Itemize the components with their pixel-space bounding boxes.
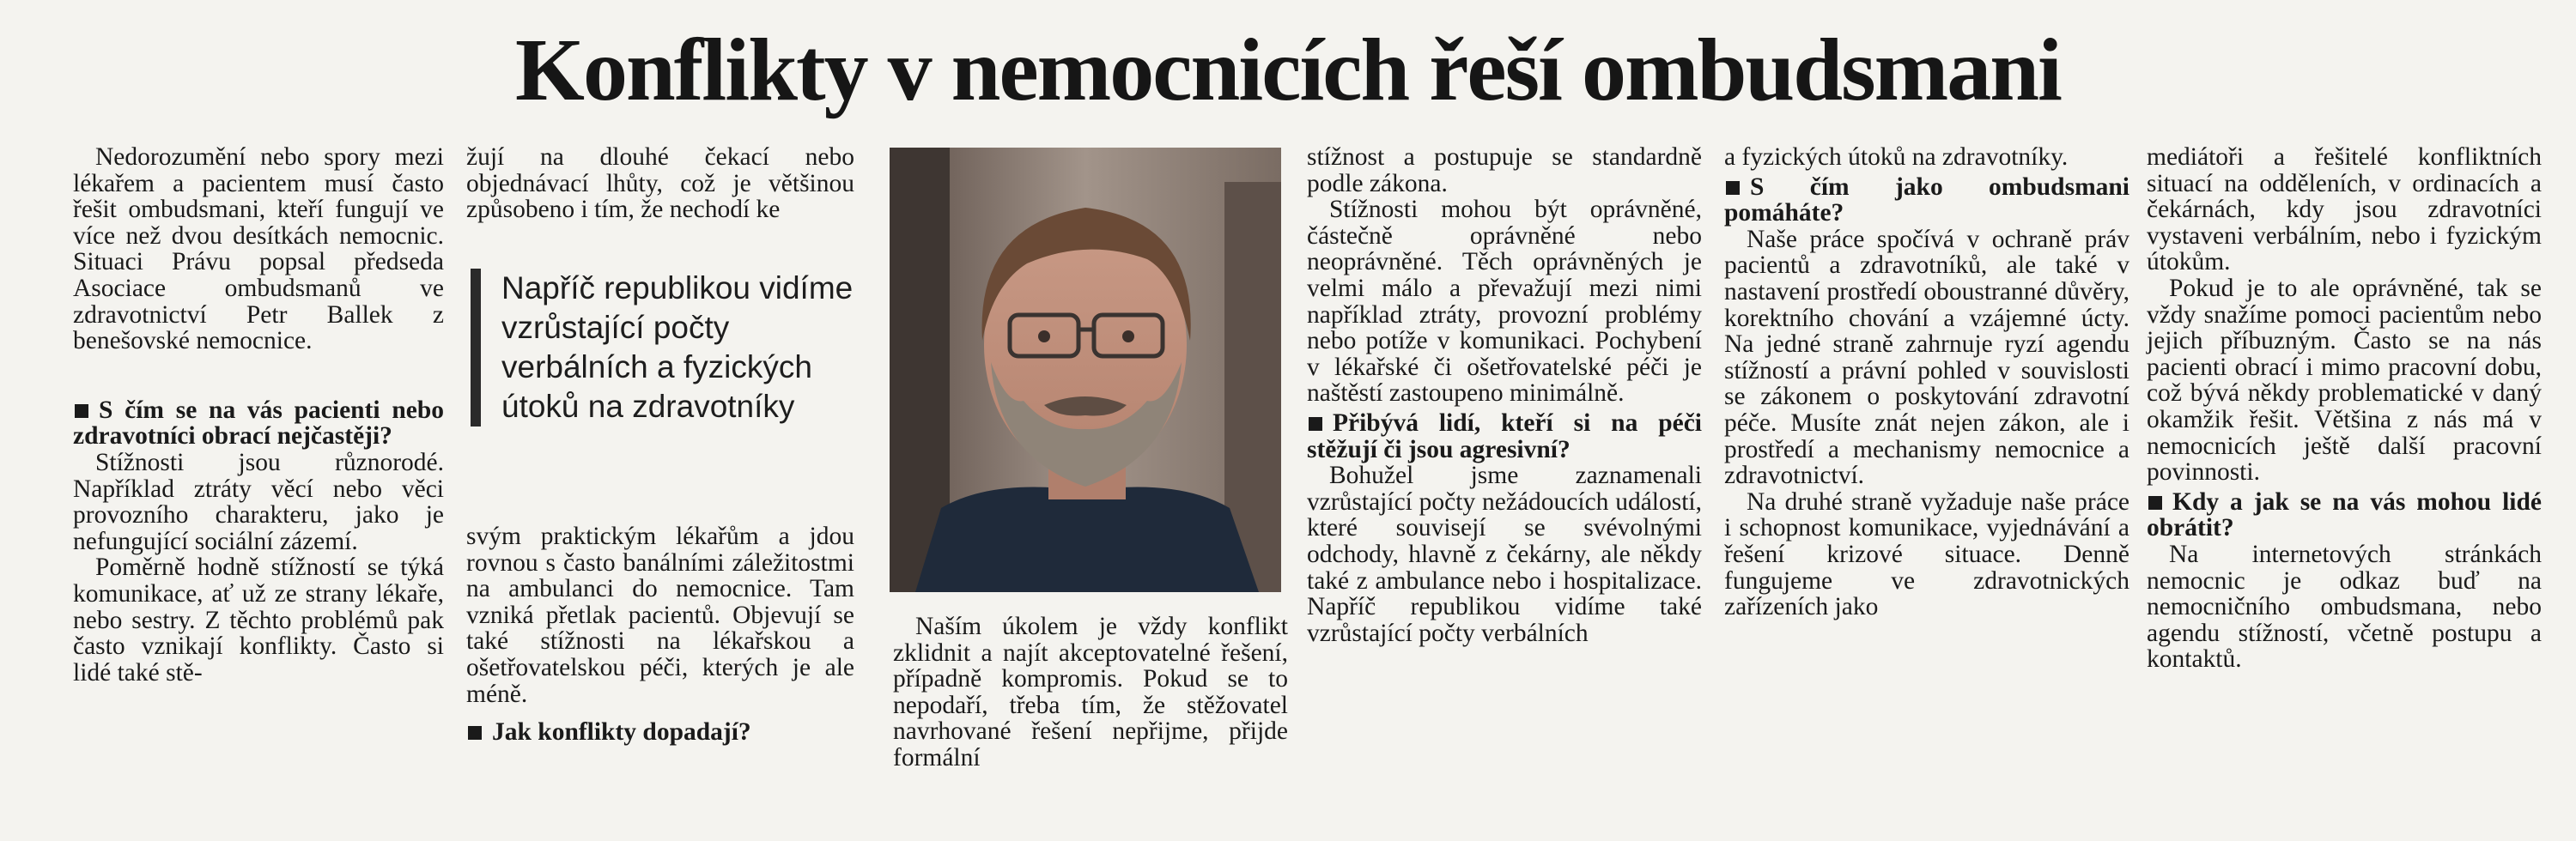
question-heading — [2147, 489, 2542, 542]
paragraph: Poměrně hodně stížností se týká komunikace, ať už ze strany lékaře, nebo sestry. Z těchto problémů pak často vznikají konflikty. Často si lidé také stě- — [73, 554, 444, 687]
portrait-illustration — [890, 148, 1281, 592]
paragraph: Stížnosti mohou být oprávněné, částečně oprávněné nebo neoprávněné. Těch oprávněných je velmi málo a převažují mezi nimi například ztráty, provozní problémy nebo potíže v komunikaci. Pochybení v lékařské či ošetřovatelské péči je naštěstí zastoupeno minimálně. — [1307, 196, 1702, 408]
paragraph: Naším úkolem je vždy konflikt zklidnit a najít akceptovatelné řešení, případně kompromis. Pokud se to nepodaří, třeba tím, že stěžovatel navrhované řešení nepřijme, přijde formální — [893, 613, 1288, 771]
question-text: S čím jako ombudsmani pomáháte? — [1724, 172, 2129, 227]
paragraph: Na internetových stránkách nemocnic je odkaz buď na nemocničního ombudsmana, nebo agendu stížností, včetně postupu a kontaktů. — [2147, 540, 2542, 674]
paragraph: Naše práce spočívá v ochraně práv pacientů a zdravotníků, ale také v nastavení prostředí oboustranné důvěry, korektního chování a vzájemné úcty. Na jedné straně zahrnuje ryzí agendu stížností a právní pohled v souvislosti se zákonem o poskytování zdravotní péče. Musíte znát nejen zákon, ale i prostředí a mechanismy nemocnice a zdravotnictví. — [1724, 225, 2129, 490]
portrait-photo — [890, 148, 1281, 592]
article-column-1 — [73, 144, 444, 686]
paragraph: svým praktickým lékařům a jdou rovnou s často banálními záležitostmi na ambulanci do nemocnice. Tam vzniká přetlak pacientů. Objevují se také stížnosti na lékařskou a ošetřovatelskou péči, kterých je ale méně. — [466, 523, 854, 708]
pull-quote: Napříč republikou vidíme vzrůstající počty verbálních a fyzických útoků na zdravotníky — [471, 269, 854, 427]
bullet-square-icon — [468, 726, 482, 740]
paragraph: Nedorozumění nebo spory mezi lékařem a pacientem musí často řešit ombudsmani, kteří fungují ve více než dvou desítkách nemocnic. Situaci Právu popsal předseda Asociace ombudsmanů ve zdravotnictví Petr Ballek z benešovské nemocnice. — [73, 143, 444, 355]
article-column-4 — [1307, 144, 1702, 646]
question-text: S čím se na vás pacienti nebo zdravotníci obrací nejčastěji? — [73, 396, 444, 451]
paragraph: Pokud je to ale oprávněné, tak se vždy snažíme pomoci pacientům nebo jejich příbuzným. Často se na nás pacienti obrací i mimo pracovní dobu, což bývá někdy problematické v daný okamžik řešit. Většina z nás má v nemocnicích ještě další pracovní povinnosti. — [2147, 274, 2542, 487]
question-text: Jak konflikty dopadají? — [492, 718, 751, 747]
article-column-6 — [2147, 144, 2542, 673]
question-text: Kdy a jak se na vás mohou lidé obrátit? — [2147, 487, 2542, 542]
paragraph: a fyzických útoků na zdravotníky. — [1724, 143, 2069, 171]
bullet-square-icon — [1309, 417, 1322, 431]
article-column-5 — [1724, 144, 2129, 620]
paragraph: žují na dlouhé čekací nebo objednávací lhůty, což je většinou způsobeno i tím, že nechodí ke — [466, 143, 854, 224]
article-column-2 — [466, 144, 854, 223]
headline: Konflikty v nemocnicích řeší ombudsmani — [515, 21, 2061, 119]
paragraph: stížnost a postupuje se standardně podle zákona. — [1307, 143, 1702, 197]
article-column-2-continued — [466, 523, 854, 746]
bullet-square-icon — [75, 404, 88, 418]
question-heading — [1307, 410, 1702, 463]
paragraph: Na druhé straně vyžaduje naše práce i schopnost komunikace, vyjednávání a řešení krizové situace. Denně fungujeme ve zdravotnických zařízeních jako — [1724, 487, 2129, 621]
paragraph: Stížnosti jsou různorodé. Například ztráty věcí nebo věci provozního charakteru, jako je nefungující sociální zázemí. — [73, 448, 444, 555]
paragraph: Bohužel jsme zaznamenali vzrůstající počty nežádoucích událostí, které souvisejí se svévolnými odchody, hlavně z čekárny, ale někdy také z ambulance nebo i hospitalizace. Napříč republikou vidíme také vzrůstající počty verbálních — [1307, 462, 1702, 647]
question-heading — [73, 397, 444, 450]
question-text: Přibývá lidí, kteří si na péči stěžují či jsou agresivní? — [1307, 408, 1702, 463]
article-column-3 — [893, 614, 1288, 771]
bullet-square-icon — [2148, 496, 2162, 510]
question-heading — [466, 719, 854, 746]
question-heading — [1724, 174, 2129, 227]
paragraph: mediátoři a řešitelé konfliktních situací na odděleních, v ordinacích a čekárnách, kdy jsou zdravotníci vystaveni verbálním, nebo i fyzickým útokům. — [2147, 143, 2542, 276]
bullet-square-icon — [1726, 181, 1740, 195]
